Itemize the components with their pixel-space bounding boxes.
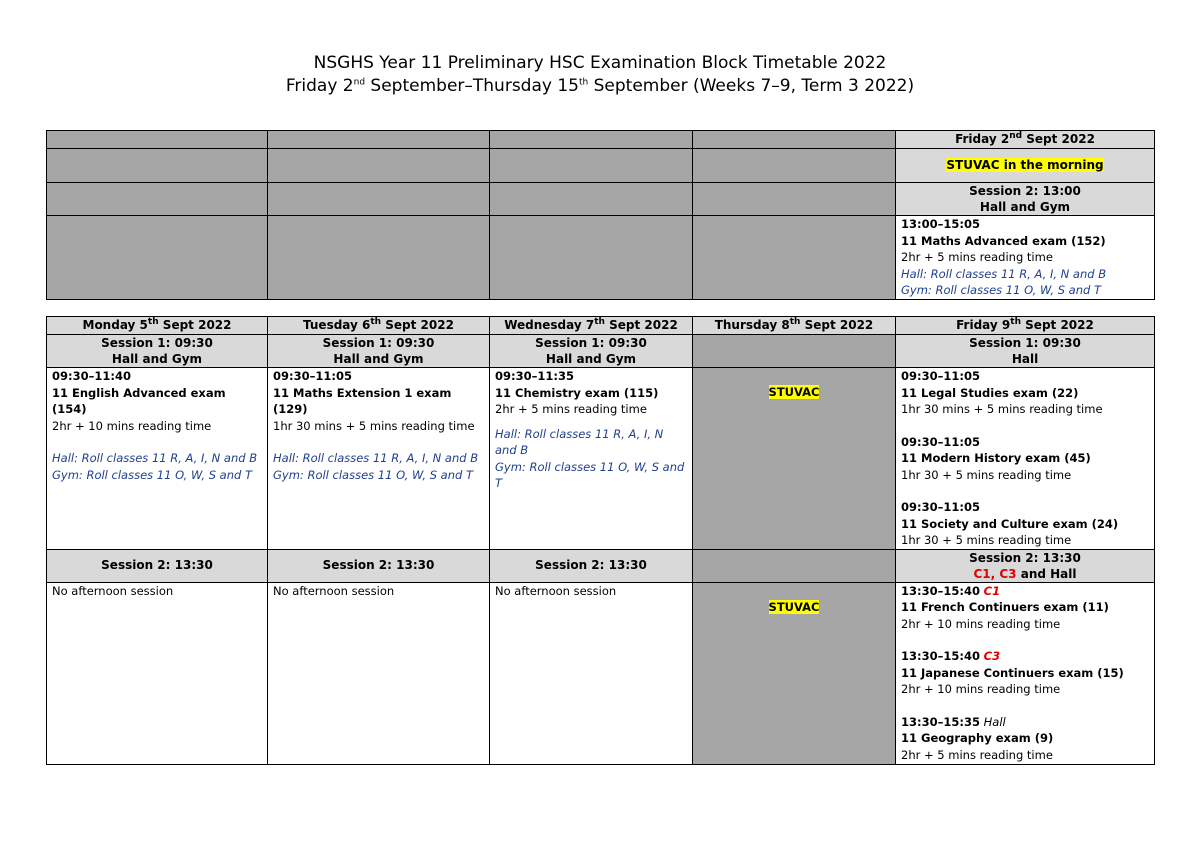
week1-header-row <box>47 131 1155 149</box>
session2-friday-2: Session 2: 13:00 Hall and Gym <box>896 183 1155 216</box>
week1-timetable <box>46 130 1155 300</box>
stuvac-badge: STUVAC <box>768 599 820 614</box>
empty-cell <box>693 183 896 216</box>
exam-time: 09:30–11:05 <box>273 369 352 383</box>
no-session-text: No afternoon session <box>273 583 395 598</box>
exam-reading: 2hr + 10 mins reading time <box>52 418 212 433</box>
exam-chemistry <box>490 368 693 550</box>
empty-cell <box>693 149 896 183</box>
exam-reading: 2hr + 10 mins reading time <box>901 616 1061 631</box>
empty-cell <box>268 183 490 216</box>
session2-tuesday: Session 2: 13:30 <box>268 549 490 582</box>
day-header-thursday: Thursday 8th Sept 2022 <box>693 317 896 335</box>
week2-morning-row <box>47 368 1155 550</box>
subtitle-sup: th <box>578 77 589 88</box>
exam-name: 11 English Advanced exam (154) <box>52 385 226 416</box>
exam-name: 11 French Continuers exam (11) <box>901 600 1109 614</box>
session1-friday: Session 1: 09:30 Hall <box>896 335 1155 368</box>
exam-gym: Gym: Roll classes 11 O, W, S and T <box>495 459 685 490</box>
exam-name: 11 Japanese Continuers exam (15) <box>901 665 1124 680</box>
empty-cell <box>47 131 268 149</box>
exam-time: 13:00–15:05 <box>901 217 980 231</box>
stuvac-morning <box>896 149 1155 183</box>
day-header-wednesday: Wednesday 7th Sept 2022 <box>490 317 693 335</box>
empty-cell <box>47 149 268 183</box>
exam-hall: Hall: Roll classes 11 R, A, I, N and B <box>901 266 1107 281</box>
empty-cell <box>490 183 693 216</box>
subtitle-part: Friday 2 <box>285 76 354 96</box>
tuesday-afternoon <box>268 582 490 764</box>
session2-wednesday: Session 2: 13:30 <box>490 549 693 582</box>
exam-english-advanced <box>47 368 268 550</box>
session2-friday: Session 2: 13:30 C1, C3 and Hall <box>896 549 1155 582</box>
exam-room: Hall <box>983 714 1006 729</box>
exam-maths-extension-1 <box>268 368 490 550</box>
exam-time: 13:30–15:35 <box>901 714 980 729</box>
page-subtitle <box>0 75 1200 97</box>
exam-reading: 2hr + 5 mins reading time <box>495 402 647 416</box>
exam-time: 09:30–11:40 <box>52 369 131 383</box>
friday-morning-exams <box>896 368 1155 550</box>
exam-hall: Hall: Roll classes 11 R, A, I, N and B <box>495 426 664 457</box>
week2-session1-row <box>47 335 1155 368</box>
exam-reading: 1hr 30 mins + 5 mins reading time <box>273 418 475 433</box>
empty-cell <box>490 149 693 183</box>
empty-cell <box>693 216 896 300</box>
session1-monday: Session 1: 09:30 Hall and Gym <box>47 335 268 368</box>
exam-name: 11 Chemistry exam (115) <box>495 385 659 400</box>
day-header-tuesday: Tuesday 6th Sept 2022 <box>268 317 490 335</box>
subtitle-part: September (Weeks 7–9, Term 3 2022) <box>588 76 915 96</box>
exam-name: 11 Society and Culture exam (24) <box>901 516 1119 531</box>
week2-session2-row <box>47 549 1155 582</box>
title-line1: NSGHS Year 11 Preliminary HSC Examination Block Timetable 2022 <box>313 53 887 73</box>
thursday-stuvac-morning <box>693 368 896 550</box>
exam-room: C1 <box>983 583 1001 598</box>
exam-hall: Hall: Roll classes 11 R, A, I, N and B <box>52 451 258 465</box>
exam-gym: Gym: Roll classes 11 O, W, S and T <box>273 467 473 482</box>
exam-room: C3 <box>983 649 1001 663</box>
day-header-friday: Friday 9th Sept 2022 <box>896 317 1155 335</box>
empty-cell <box>47 216 268 300</box>
exam-gym: Gym: Roll classes 11 O, W, S and T <box>52 467 252 482</box>
stuvac-badge: STUVAC <box>768 385 820 399</box>
subtitle-part: September–Thursday 15 <box>365 76 579 96</box>
session1-tuesday: Session 1: 09:30 Hall and Gym <box>268 335 490 368</box>
exam-name: 11 Maths Extension 1 exam (129) <box>273 385 452 416</box>
week1-stuvac-row <box>47 149 1155 183</box>
exam-name: 11 Geography exam (9) <box>901 731 1054 745</box>
exam-reading: 1hr 30 + 5 mins reading time <box>901 467 1072 482</box>
session2-monday: Session 2: 13:30 <box>47 549 268 582</box>
exam-time: 09:30–11:05 <box>901 500 980 514</box>
exam-reading: 2hr + 5 mins reading time <box>901 747 1053 762</box>
page-title <box>0 52 1200 74</box>
monday-afternoon <box>47 582 268 764</box>
empty-cell <box>47 183 268 216</box>
exam-hall: Hall: Roll classes 11 R, A, I, N and B <box>273 451 479 465</box>
thursday-stuvac-afternoon <box>693 582 896 764</box>
empty-cell <box>268 131 490 149</box>
exam-reading: 2hr + 10 mins reading time <box>901 682 1061 696</box>
no-session-text: No afternoon session <box>495 583 617 598</box>
exam-gym: Gym: Roll classes 11 O, W, S and T <box>901 283 1101 297</box>
exam-time: 09:30–11:05 <box>901 434 980 449</box>
exam-time: 13:30–15:40 <box>901 649 980 663</box>
exam-name: 11 Maths Advanced exam (152) <box>901 233 1106 248</box>
week2-header-row <box>47 317 1155 335</box>
week1-session2-row <box>47 183 1155 216</box>
session1-thursday <box>693 335 896 368</box>
friday-afternoon-exams <box>896 582 1155 764</box>
exam-time: 09:30–11:05 <box>901 369 980 383</box>
session2-rooms: C1, C3 <box>973 566 1017 581</box>
subtitle-sup: nd <box>353 77 366 88</box>
session1-wednesday: Session 1: 09:30 Hall and Gym <box>490 335 693 368</box>
empty-cell <box>490 216 693 300</box>
empty-cell <box>693 131 896 149</box>
day-header-monday: Monday 5th Sept 2022 <box>47 317 268 335</box>
stuvac-rest: in the morning <box>999 158 1104 173</box>
week1-exam-row <box>47 216 1155 300</box>
exam-reading: 1hr 30 mins + 5 mins reading time <box>901 402 1103 416</box>
empty-cell <box>490 131 693 149</box>
empty-cell <box>268 216 490 300</box>
week2-afternoon-row <box>47 582 1155 764</box>
stuvac-badge: STUVAC <box>946 158 1000 173</box>
empty-cell <box>268 149 490 183</box>
exam-time: 13:30–15:40 <box>901 583 980 598</box>
wednesday-afternoon <box>490 582 693 764</box>
week2-timetable <box>46 316 1155 765</box>
session2-thursday <box>693 549 896 582</box>
exam-name: 11 Modern History exam (45) <box>901 451 1091 465</box>
day-header-friday-2: Friday 2nd Sept 2022 <box>896 131 1155 149</box>
exam-name: 11 Legal Studies exam (22) <box>901 385 1079 400</box>
exam-reading: 1hr 30 + 5 mins reading time <box>901 533 1072 547</box>
exam-reading: 2hr + 5 mins reading time <box>901 250 1053 264</box>
no-session-text: No afternoon session <box>52 583 174 598</box>
exam-maths-advanced <box>896 216 1155 300</box>
exam-time: 09:30–11:35 <box>495 369 574 383</box>
